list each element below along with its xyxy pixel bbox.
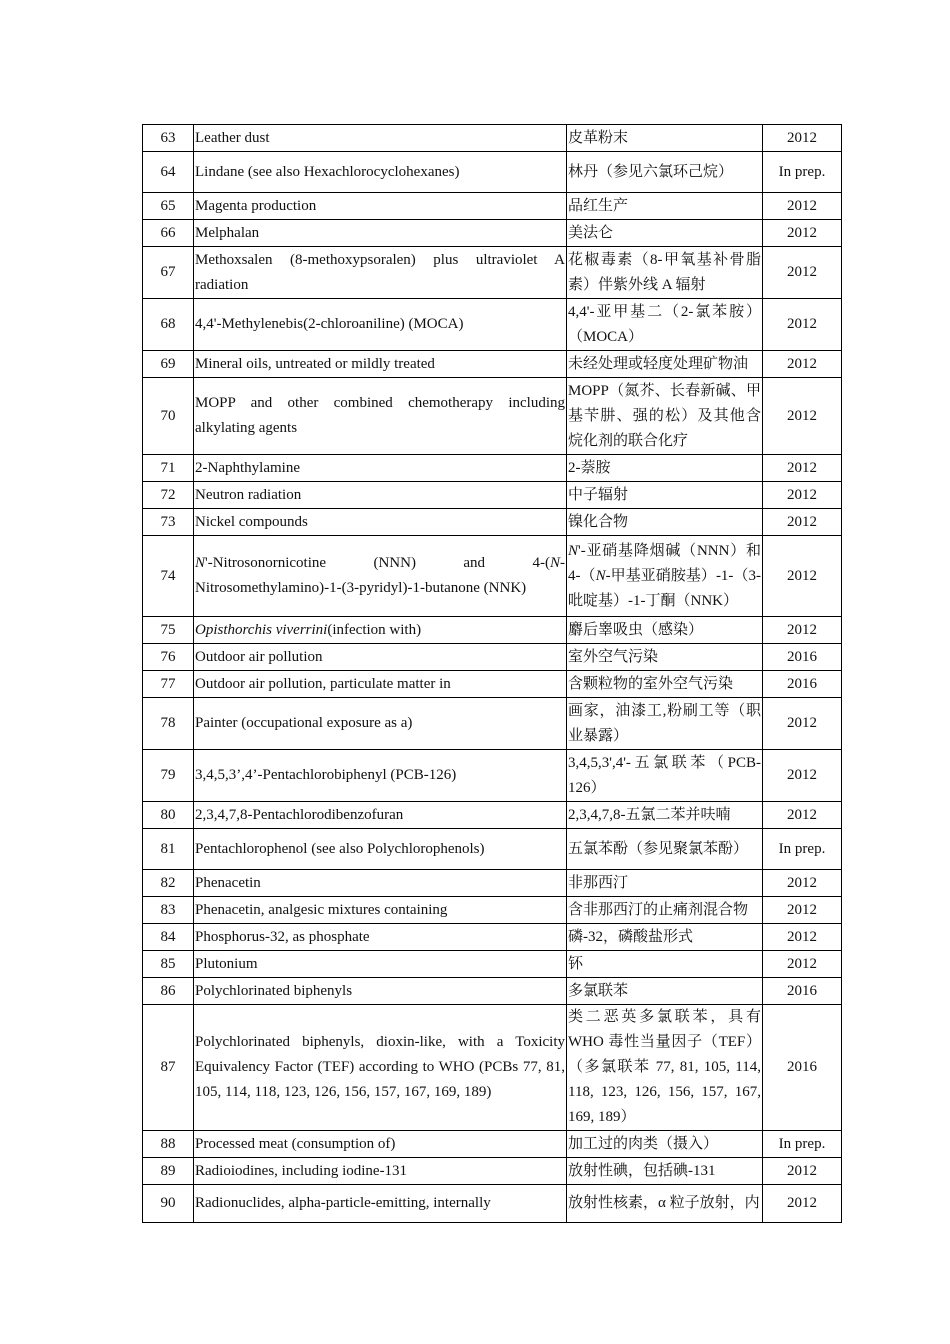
text-run: -Nitrosomethylamino)-1-(3-pyridyl)-1-butanone (NNK) [195,555,565,596]
row-number: 83 [143,897,194,924]
evaluation-year: 2012 [763,455,842,482]
italic-letter: N [549,555,560,571]
row-number: 90 [143,1185,194,1223]
agent-name-en: 2,3,4,7,8-Pentachlorodibenzofuran [194,802,567,829]
italic-letter: N [568,542,579,559]
row-number: 71 [143,455,194,482]
agent-name-zh: 含非那西汀的止痛剂混合物 [567,897,763,924]
agent-name-zh: 磷-32，磷酸盐形式 [567,924,763,951]
table-row [143,870,842,897]
row-number: 68 [143,299,194,351]
table-row [143,536,842,617]
table-row [143,671,842,698]
agent-name-en [194,536,567,617]
evaluation-year: 2012 [763,1158,842,1185]
agent-name-zh: 林丹（参见六氯环己烷） [567,152,763,193]
row-number: 69 [143,351,194,378]
table-row [143,924,842,951]
evaluation-year: 2012 [763,351,842,378]
row-number: 80 [143,802,194,829]
row-number: 86 [143,978,194,1005]
evaluation-year: 2012 [763,509,842,536]
agent-name-zh: 花椒毒素（8-甲氧基补骨脂素）伴紫外线 A 辐射 [567,247,763,299]
table-row [143,351,842,378]
agent-name-zh [567,536,763,617]
agent-name-en: Processed meat (consumption of) [194,1131,567,1158]
evaluation-year: 2012 [763,1185,842,1223]
agent-name-en: Leather dust [194,125,567,152]
evaluation-year: 2016 [763,1005,842,1131]
agent-name-en [194,617,567,644]
table-row [143,193,842,220]
italic-letter: N [595,567,606,584]
row-number: 85 [143,951,194,978]
table-row [143,509,842,536]
table-row [143,1131,842,1158]
row-number: 78 [143,698,194,750]
evaluation-year: In prep. [763,1131,842,1158]
agent-name-zh: 非那西汀 [567,870,763,897]
table-row [143,1185,842,1223]
row-number: 77 [143,671,194,698]
agent-name-en: Polychlorinated biphenyls, dioxin-like, with a Toxicity Equivalency Factor (TEF) according to WHO (PCBs 77, 81, 105, 114, 118, 123, 126, 156, 157, 167, 169, 189) [194,1005,567,1131]
row-number: 66 [143,220,194,247]
agent-name-zh: 美法仑 [567,220,763,247]
table-row [143,617,842,644]
agent-name-zh: 品红生产 [567,193,763,220]
agent-name-zh: MOPP（氮芥、长春新碱、甲基苄肼、强的松）及其他含烷化剂的联合化疗 [567,378,763,455]
evaluation-year: 2012 [763,536,842,617]
table-row [143,152,842,193]
evaluation-year: In prep. [763,829,842,870]
row-number: 76 [143,644,194,671]
agent-name-zh: 五氯苯酚（参见聚氯苯酚） [567,829,763,870]
agent-name-en: Radionuclides, alpha-particle-emitting, internally [194,1185,567,1223]
agent-name-en: Plutonium [194,951,567,978]
evaluation-year: 2016 [763,978,842,1005]
row-number: 63 [143,125,194,152]
agent-name-zh: 画家，油漆工,粉刷工等（职业暴露） [567,698,763,750]
table-row [143,644,842,671]
evaluation-year: 2012 [763,897,842,924]
evaluation-year: 2016 [763,644,842,671]
evaluation-year: 2012 [763,870,842,897]
evaluation-year: In prep. [763,152,842,193]
table-row [143,829,842,870]
text-run: '-亚硝基降烟碱（NNN）和 4-（ [568,542,761,584]
evaluation-year: 2012 [763,482,842,509]
agent-name-en: 2-Naphthylamine [194,455,567,482]
row-number: 73 [143,509,194,536]
row-number: 65 [143,193,194,220]
agent-name-zh: 多氯联苯 [567,978,763,1005]
agent-name-zh: 麝后睾吸虫（感染） [567,617,763,644]
table-row [143,750,842,802]
agent-name-en: Magenta production [194,193,567,220]
agent-name-en: Methoxsalen (8-methoxypsoralen) plus ultraviolet A radiation [194,247,567,299]
agent-name-en: Polychlorinated biphenyls [194,978,567,1005]
row-number: 75 [143,617,194,644]
agent-name-en: Neutron radiation [194,482,567,509]
row-number: 72 [143,482,194,509]
agent-name-zh: 未经处理或轻度处理矿物油 [567,351,763,378]
agent-name-en: Phenacetin, analgesic mixtures containing [194,897,567,924]
row-number: 81 [143,829,194,870]
agent-name-zh: 室外空气污染 [567,644,763,671]
row-number: 88 [143,1131,194,1158]
agent-name-en: Lindane (see also Hexachlorocyclohexanes) [194,152,567,193]
table-row [143,1005,842,1131]
agent-name-zh: 2,3,4,7,8-五氯二苯并呋喃 [567,802,763,829]
evaluation-year: 2012 [763,698,842,750]
evaluation-year: 2012 [763,802,842,829]
evaluation-year: 2012 [763,924,842,951]
agent-name-en: Outdoor air pollution [194,644,567,671]
agent-name-en: Radioiodines, including iodine-131 [194,1158,567,1185]
evaluation-year: 2012 [763,951,842,978]
table-row [143,455,842,482]
evaluation-year: 2012 [763,247,842,299]
evaluation-year: 2012 [763,193,842,220]
agent-table [142,124,842,1223]
agent-name-zh: 4,4'-亚甲基二（2-氯苯胺）（MOCA） [567,299,763,351]
agent-name-en: Outdoor air pollution, particulate matter in [194,671,567,698]
agent-name-en: Phosphorus-32, as phosphate [194,924,567,951]
evaluation-year: 2012 [763,750,842,802]
table-row [143,125,842,152]
row-number: 87 [143,1005,194,1131]
agent-name-zh: 皮革粉末 [567,125,763,152]
agent-name-en: Mineral oils, untreated or mildly treated [194,351,567,378]
agent-name-en: Phenacetin [194,870,567,897]
agent-name-en: MOPP and other combined chemotherapy including alkylating agents [194,378,567,455]
row-number: 79 [143,750,194,802]
row-number: 67 [143,247,194,299]
agent-name-en: 3,4,5,3’,4’-Pentachlorobiphenyl (PCB-126) [194,750,567,802]
agent-name-zh: 含颗粒物的室外空气污染 [567,671,763,698]
row-number: 70 [143,378,194,455]
table-row [143,978,842,1005]
table-row [143,951,842,978]
agent-name-zh: 放射性碘，包括碘-131 [567,1158,763,1185]
evaluation-year: 2012 [763,617,842,644]
row-number: 82 [143,870,194,897]
table-row [143,698,842,750]
text-run: -甲基亚硝胺基）-1-（3-吡啶基）-1-丁酮（NNK） [568,567,762,609]
table-row [143,299,842,351]
agent-name-zh: 钚 [567,951,763,978]
evaluation-year: 2012 [763,125,842,152]
agent-name-zh: 加工过的肉类（摄入） [567,1131,763,1158]
evaluation-year: 2016 [763,671,842,698]
table-row [143,1158,842,1185]
agent-name-en: Pentachlorophenol (see also Polychlorophenols) [194,829,567,870]
row-number: 89 [143,1158,194,1185]
table-row [143,247,842,299]
agent-name-zh: 类二恶英多氯联苯，具有 WHO 毒性当量因子（TEF）（多氯联苯 77, 81, 105, 114, 118, 123, 126, 156, 157, 167, 169, 189） [567,1005,763,1131]
agent-name-en: Nickel compounds [194,509,567,536]
text-run: '-Nitrosonornicotine (NNN) and 4-( [205,555,550,571]
table-row [143,220,842,247]
agent-name-en: Painter (occupational exposure as a) [194,698,567,750]
evaluation-year: 2012 [763,299,842,351]
evaluation-year: 2012 [763,220,842,247]
agent-name-zh: 3,4,5,3',4'-五氯联苯（PCB-126） [567,750,763,802]
agent-name-zh: 中子辐射 [567,482,763,509]
table-row [143,378,842,455]
row-number: 74 [143,536,194,617]
agent-name-en: Melphalan [194,220,567,247]
table-row [143,897,842,924]
table-row [143,482,842,509]
agent-name-zh: 2-萘胺 [567,455,763,482]
italic-letter: N [195,555,206,571]
text-run: (infection with) [327,621,422,638]
agent-name-zh: 镍化合物 [567,509,763,536]
agent-name-en: 4,4'-Methylenebis(2-chloroaniline) (MOCA) [194,299,567,351]
italic-species-name: Opisthorchis viverrini [195,621,328,638]
row-number: 84 [143,924,194,951]
agent-name-zh: 放射性核素，α 粒子放射，内 [567,1185,763,1223]
evaluation-year: 2012 [763,378,842,455]
table-row [143,802,842,829]
row-number: 64 [143,152,194,193]
